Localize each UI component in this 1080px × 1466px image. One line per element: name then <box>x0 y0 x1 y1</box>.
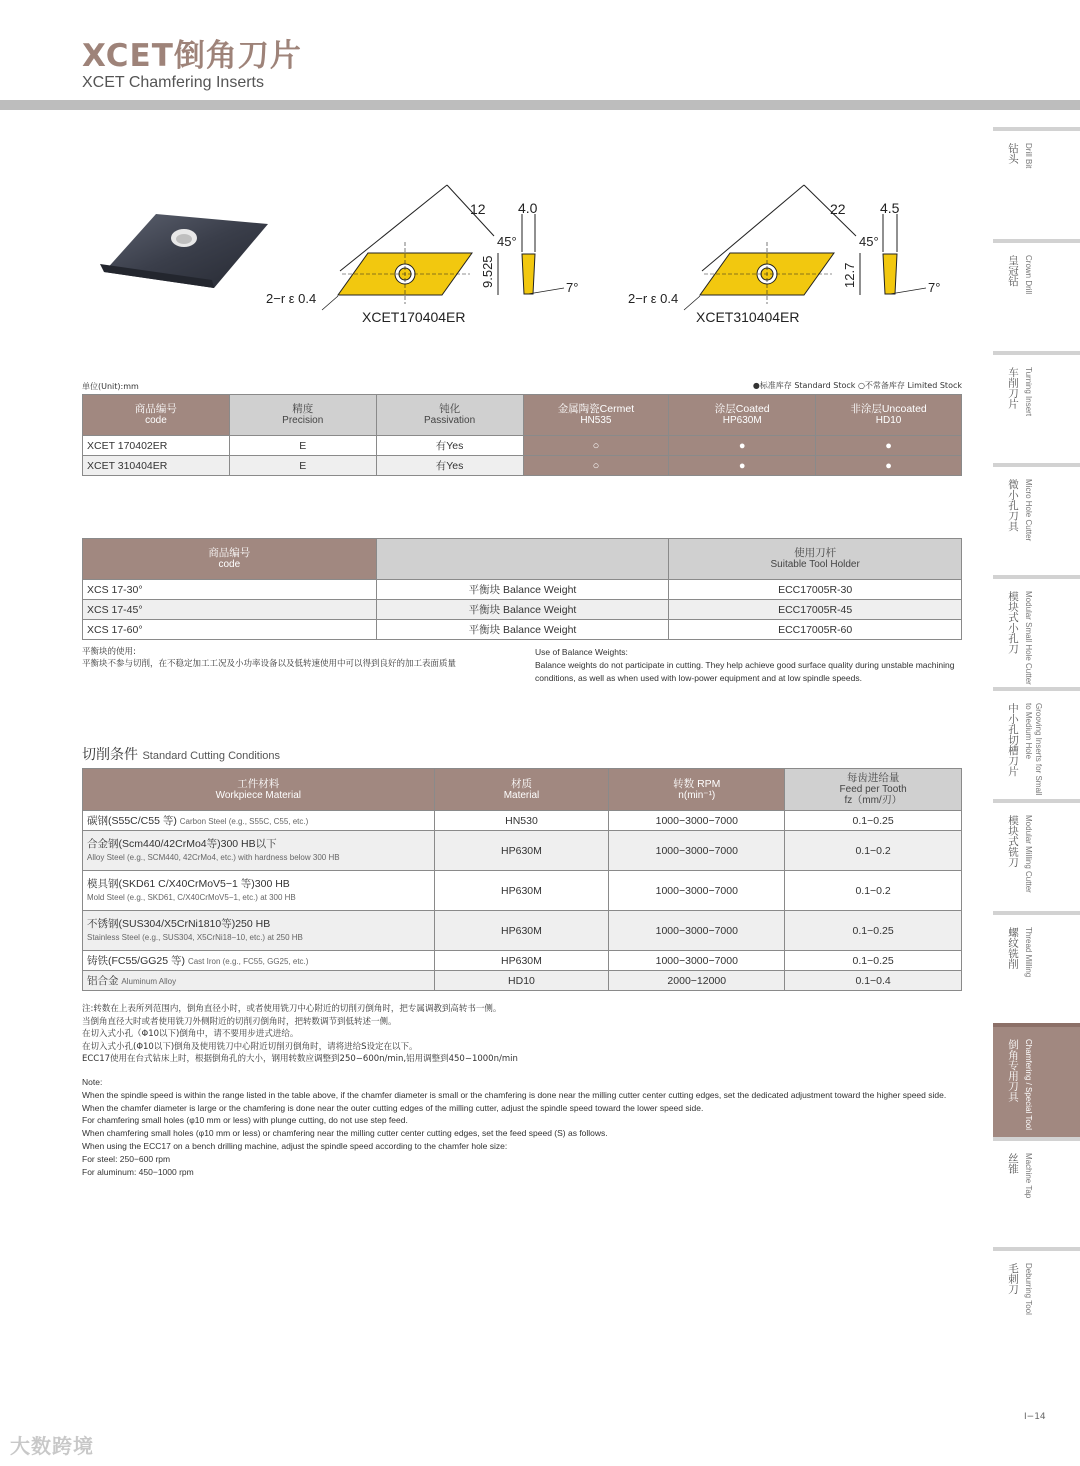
page-subtitle: XCET Chamfering Inserts <box>82 74 264 91</box>
header-feed: 每齿进给量 Feed per Tooth fz（mm/刃） <box>785 769 962 811</box>
watermark: 大数跨境 <box>10 1434 94 1458</box>
insert-photo <box>96 210 271 290</box>
side-tab-modular-milling[interactable]: 模块式铣刀 Modular Milling Cutter <box>993 799 1080 911</box>
table-row: XCS 17-30° 平衡块 Balance Weight ECC17005R-30 <box>83 580 962 600</box>
notes-en: Note: When the spindle speed is within the range listed in the table above, if the chamfer diameter is small or the chamfering is done near the milling cutter center cutting edges, set the dedicated adjustment toward the higher speed side. When the chamfer diameter is large or the chamfering is done near the outer cutting edges of the milling cutter, adjust the spindle speed toward the lower speed side. For chamfering small holes (φ10 mm or less) with plunge cutting, do not use step feed. When chamfering small holes (φ10 mm or less) or chamfering near the milling cutter center cutting edges, set the feed speed (S) as follows. When using the ECC17 on a bench drilling machine, adjust the spindle speed according to the chamfer hole size: For steel: 250−600 rpm For aluminum: 450−1000 rpm <box>82 1077 947 1177</box>
table-row: XCET 310404ER E 有Yes ○ ● ● <box>83 456 962 476</box>
header-code: 商品编号 code <box>83 539 377 580</box>
header-precision: 精度 Precision <box>229 395 376 436</box>
dim-length: 22 <box>830 201 846 217</box>
angle-side: 7° <box>566 280 579 295</box>
notes-cn: 注:转数在上表所列范围内，倒角直径小时，或者使用铣刀中心附近的切削刃倒角时，把专属调教到高转书一侧。 当倒角直径大时或者使用铣刀外侧附近的切削刃倒角时，把转数调节到低转述一侧。 在切入式小孔（Φ10以下)倒角中，请不要用步进式进给。 在切入式小孔(Φ10以下)倒角及使用铣刀中心附近切削刃倒角时，请将进给S设定在以下。 ECC17使用在台式钻床上时，根据倒角孔的大小，钢用转数应调整到250−600n/min,铝用调整到450−1000n/min <box>82 1004 518 1065</box>
side-tab-modular-small-hole[interactable]: 模块式小孔刀 Modular Small Hole Cutter <box>993 575 1080 687</box>
page-number: I−14 <box>1024 1412 1046 1422</box>
header-cermet: 金属陶瓷Cermet HN535 <box>523 395 669 436</box>
dim-thickness: 4.0 <box>518 200 538 216</box>
balance-note-en: Use of Balance Weights: Balance weights do not participate in cutting. They help achieve good surface quality during unstable machining conditions, as well as when used with low-power equipment and at low spindle speeds. <box>535 647 955 683</box>
side-tab-thread-milling[interactable]: 螺纹铣削 Thread Milling <box>993 911 1080 1023</box>
header-blank <box>376 539 669 580</box>
insert-shape-side <box>883 254 897 294</box>
model-label: XCET170404ER <box>362 309 466 325</box>
insert-diagram-2 <box>624 170 954 335</box>
table-row: 模具钢(SKD61 C/X40CrMoV5−1 等)300 HB Mold Steel (e.g., SKD61, C/X40CrMoV5−1, etc.) at 300 HB HP630M 1000−3000−7000 0.1−0.2 <box>83 871 962 911</box>
insert-diagram-1 <box>262 170 592 335</box>
balance-note-cn: 平衡块的使用: 平衡块不参与切削，在不稳定加工工况及小功率设备以及低转速使用中可以得到良好的加工表面质量 <box>82 647 457 669</box>
side-tab-turning-insert[interactable]: 车削刀片 Turning Insert <box>993 351 1080 463</box>
header-uncoated: 非涂层Uncoated HD10 <box>816 395 962 436</box>
table-row: 铝合金 Aluminum Alloy HD10 2000−12000 0.1−0.4 <box>83 971 962 991</box>
angle-top: 45° <box>497 234 517 249</box>
insert-shape-side <box>522 254 535 294</box>
conditions-table <box>82 768 962 991</box>
inserts-table <box>82 394 962 476</box>
header-holder: 使用刀杆 Suitable Tool Holder <box>669 539 962 580</box>
radius-label: 2−r ε 0.4 <box>628 291 679 306</box>
header-workpiece: 工件材料 Workpiece Material <box>83 769 435 811</box>
dim-height: 12.7 <box>842 262 857 288</box>
angle-top: 45° <box>859 234 879 249</box>
radius-label: 2−r ε 0.4 <box>266 291 317 306</box>
side-tab-deburring[interactable]: 毛刺刀 Deburring Tool <box>993 1247 1080 1359</box>
side-tab-micro-hole[interactable]: 微小孔刀具 Micro Hole Cutter <box>993 463 1080 575</box>
unit-label: 单位(Unit):mm <box>82 382 139 391</box>
side-tab-crown-drill[interactable]: 皇冠钻 Crown Drill <box>993 239 1080 351</box>
dim-length: 12 <box>470 201 486 217</box>
header-coated: 涂层Coated HP630M <box>669 395 816 436</box>
side-tab-chamfering[interactable]: 倒角专用刀具 Chamfering / Special Tool <box>993 1023 1080 1137</box>
angle-side: 7° <box>928 280 941 295</box>
table-row: 碳钢(S55C/C55 等) Carbon Steel (e.g., S55C, C55, etc.) HN530 1000−3000−7000 0.1−0.25 <box>83 811 962 831</box>
dim-height: 9.525 <box>480 255 495 288</box>
header-rpm: 转数 RPM n(min⁻¹) <box>609 769 785 811</box>
table-row: 不锈钢(SUS304/X5CrNi1810等)250 HB Stainless Steel (e.g., SUS304, X5CrNi18−10, etc.) at 250 HB HP630M 1000−3000−7000 0.1−0.25 <box>83 911 962 951</box>
header-code: 商品编号 code <box>83 395 230 436</box>
table-row: 合金钢(Scm440/42CrMo4等)300 HB以下 Alloy Steel (e.g., SCM440, 42CrMo4, etc.) with hardness below 300 HB HP630M 1000−3000−7000 0.1−0.2 <box>83 831 962 871</box>
header-material: 材质 Material <box>434 769 609 811</box>
table-row: XCET 170402ER E 有Yes ○ ● ● <box>83 436 962 456</box>
stock-legend: ●标准库存 Standard Stock ○不常备库存 Limited Stock <box>752 381 962 390</box>
side-tab-grooving-inserts[interactable]: 中小孔切槽刀片 Grooving Inserts for Small to Medium Hole <box>993 687 1080 799</box>
conditions-title: 切削条件 Standard Cutting Conditions <box>82 747 281 763</box>
table-row: 铸铁(FC55/GG25 等) Cast Iron (e.g., FC55, GG25, etc.) HP630M 1000−3000−7000 0.1−0.25 <box>83 951 962 971</box>
holder-table <box>82 538 962 640</box>
dim-thickness: 4.5 <box>880 200 900 216</box>
page-title: XCET倒角刀片 <box>82 38 302 74</box>
side-tab-drill-bit[interactable]: 钻头 Drill Bit <box>993 127 1080 239</box>
model-label: XCET310404ER <box>696 309 800 325</box>
table-row: XCS 17-45° 平衡块 Balance Weight ECC17005R-45 <box>83 600 962 620</box>
header-passivation: 钝化 Passivation <box>376 395 523 436</box>
header-divider <box>0 100 1080 110</box>
side-tab-machine-tap[interactable]: 丝锥 Machine Tap <box>993 1137 1080 1247</box>
table-row: XCS 17-60° 平衡块 Balance Weight ECC17005R-60 <box>83 620 962 640</box>
